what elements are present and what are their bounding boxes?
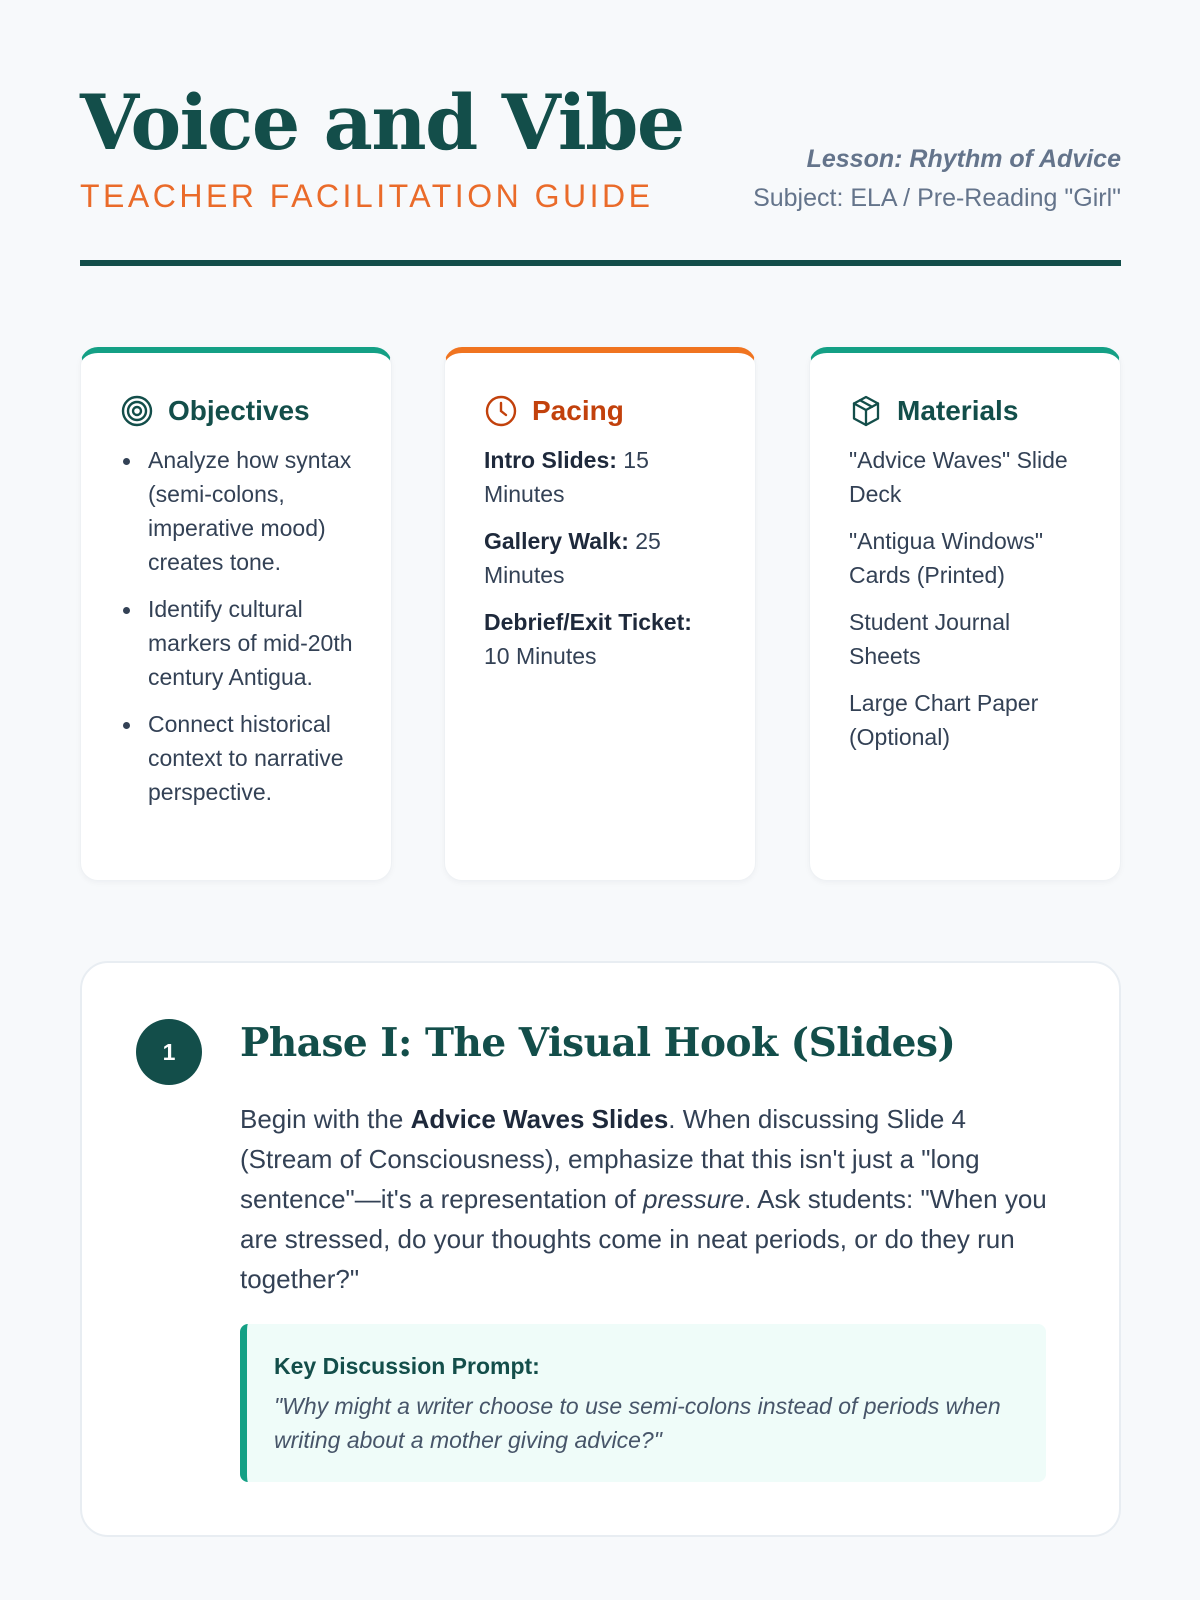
phase-text-part: Begin with the — [240, 1104, 411, 1134]
phase-text-bold: Advice Waves Slides — [410, 1104, 669, 1134]
list-item: Large Chart Paper (Optional) — [849, 690, 1039, 750]
list-item: Analyze how syntax (semi-colons, imperative mood) creates tone. — [120, 443, 353, 579]
pacing-label: Debrief/Exit Ticket: — [484, 609, 692, 635]
list-item — [484, 524, 717, 592]
phase-text-italic: pressure — [642, 1184, 745, 1214]
facilitation-guide-page — [80, 0, 1121, 1453]
list-item: "Antigua Windows" Cards (Printed) — [849, 528, 1044, 588]
objectives-card — [80, 347, 392, 881]
page-header — [80, 0, 1121, 268]
phase-title: Phase I: The Visual Hook (Slides) — [240, 1020, 956, 1066]
list-item — [484, 443, 717, 511]
phase-1-section — [80, 961, 1121, 1537]
list-item: Connect historical context to narrative perspective. — [120, 707, 353, 809]
target-icon — [120, 394, 154, 428]
list-item: "Advice Waves" Slide Deck — [849, 447, 1068, 507]
lesson-meta — [753, 142, 1121, 215]
pacing-value: 25 Minutes — [484, 528, 661, 588]
materials-title: Materials — [897, 395, 1019, 426]
list-item — [484, 605, 717, 673]
prompt-label: Key Discussion Prompt: — [274, 1353, 540, 1379]
objectives-list — [120, 443, 353, 809]
page-title: Voice and Vibe — [80, 78, 684, 167]
header-divider — [80, 260, 1121, 266]
pacing-label: Gallery Walk: — [484, 528, 629, 554]
pacing-value: 10 Minutes — [484, 643, 597, 669]
pacing-title: Pacing — [532, 395, 624, 426]
page-subtitle: TEACHER FACILITATION GUIDE — [80, 178, 654, 214]
pacing-value: 15 Minutes — [484, 447, 649, 507]
lesson-name: Lesson: Rhythm of Advice — [806, 145, 1121, 173]
clock-icon — [484, 394, 518, 428]
overview-cards — [80, 347, 1121, 881]
list-item: Identify cultural markers of mid-20th century Antigua. — [120, 592, 353, 694]
materials-list — [849, 443, 1082, 754]
prompt-quote: "Why might a writer choose to use semi-colons instead of periods when writing about a mother giving advice?" — [274, 1393, 1001, 1453]
step-number-badge: 1 — [136, 1019, 202, 1085]
subject-line: Subject: ELA / Pre-Reading "Girl" — [753, 184, 1121, 212]
phase-text-part: . Ask students: "When you are stressed, do your thoughts come in neat periods, or do they run together?" — [240, 1184, 1047, 1294]
phase-text-part: . When discussing Slide 4 (Stream of Consciousness), emphasize that this isn't just a "long sentence"—it's a representation of — [240, 1104, 980, 1214]
pacing-card-header — [484, 391, 717, 431]
objectives-title: Objectives — [168, 395, 310, 426]
box-icon — [849, 394, 883, 428]
pacing-label: Intro Slides: — [484, 447, 617, 473]
list-item: Student Journal Sheets — [849, 609, 1011, 669]
objectives-card-header — [120, 391, 353, 431]
materials-card-header — [849, 391, 1082, 431]
phase-instructions — [240, 1099, 1060, 1299]
pacing-card — [444, 347, 756, 881]
pacing-list — [484, 443, 717, 673]
materials-card — [809, 347, 1121, 881]
discussion-prompt-callout — [240, 1324, 1046, 1482]
